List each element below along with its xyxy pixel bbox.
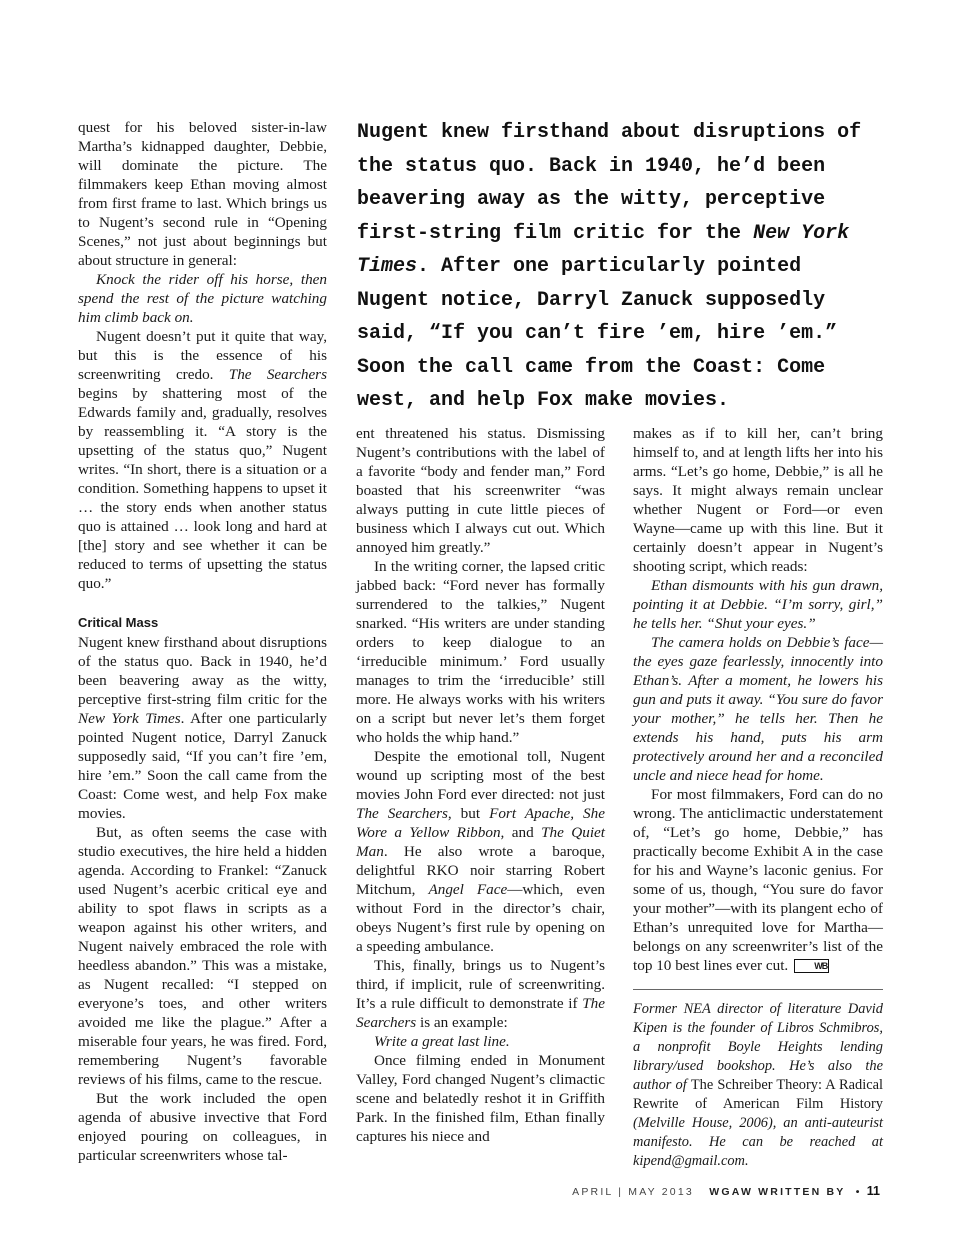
section-subhead: Critical Mass [78,615,159,630]
paragraph: But the work included the open agenda of abusive invective that Ford enjoyed pouring on colleagues, in particular screenwriters whose tal- [78,1090,327,1164]
film-title: The Searchers [356,805,448,822]
book-title: The Schreiber Theory: A Radical Rewrite of American Film History [633,1077,883,1112]
paragraph: This, finally, brings us to Nugent’s third, if implicit, rule of screenwriting. It’s a rule difficult to demonstrate if The Searchers is an example: [356,957,605,1031]
pull-quote-text-2: . After one particularly pointed Nugent notice, Darryl Zanuck supposedly said, “If you can’t fire ’em, hire ’em.” Soon the call came from the Coast: Come west, and help Fox make movies. [357,255,838,412]
paragraph: quest for his beloved sister-in-law Martha’s kidnapped daughter, Debbie, will dominate the picture. The filmmakers keep Ethan moving almost from first frame to last. Which brings us to Nugent’s second rule in “Opening Scenes,” not just about beginnings but about structure in general: [78,119,327,269]
paragraph: ent threatened his status. Dismissing Nugent’s contributions with the label of a favorite “body and fender man,” Ford boasted that his screenwriter “was always putting in cute little pieces of business which I always cut out. Which annoyed him greatly.” [356,425,605,556]
block-quote: Ethan dismounts with his gun drawn, pointing it at Debbie. “I’m sorry, girl,” he tells her. “Shut your eyes.” [633,577,883,632]
block-quote: Write a great last line. [374,1033,510,1050]
pull-quote-text-1: Nugent knew firsthand about disruptions of the status quo. Back in 1940, he’d been beavering away as the witty, perceptive first-string film critic for the [357,121,862,245]
author-bio: Former NEA director of literature David Kipen is the founder of Libros Schmibros, a nonprofit Boyle Heights lending library/used bookshop. He’s also the author of The Schreiber Theory: A Radical Rewrite of American Film History (Melville House, 2006), an anti-auteurist manifesto. He can be reached at kipend@gmail.com. [633,1001,883,1169]
paragraph: Despite the emotional toll, Nugent wound up scripting most of the best movies John Ford ever directed: not just The Searchers, but Fort Apache, She Wore a Yellow Ribbon, and The Quiet Man. He also wrote a baroque, delightful RKO noir starring Robert Mitchum, Angel Face—which, even without Ford in the director’s chair, obeys Nugent’s first rule by opening on a speeding ambulance. [356,748,605,955]
paragraph: For most filmmakers, Ford can do no wrong. The anticlimactic understatement of, “Let’s go home, Debbie,” has practically become Exhibit A in the case for his and Wayne’s laconic genius. For some of us, though, “You sure do favor your mother”—with its plangent echo of Ethan’s unrequited love for Martha—belongs on any screenwriter’s list of the top 10 best lines ever cut. WB [633,786,883,974]
pull-quote [357,116,885,418]
paragraph: Nugent knew firsthand about disruptions of the status quo. Back in 1940, he’d been beavering away as the witty, perceptive first-string film critic for the New York Times. After one particularly pointed Nugent notice, Darryl Zanuck supposedly said, “If you can’t fire ’em, hire ’em.” Soon the call came from the Coast: Come west, and help Fox make movies. [78,634,327,822]
publication-name: WGAW WRITTEN BY [709,1186,846,1198]
film-title: Angel Face [428,881,508,898]
paragraph: But, as often seems the case with studio executives, the hire held a hidden agenda. According to Frankel: “Zanuck used Nugent’s acerbic critical eye and ability to spot flaws in scripts as a weapon against his other writers, and Nugent naively embraced the role with heedless abandon.” This was a mistake, as Nugent recalled: “I stepped on everyone’s toes, and other writers avoided me like the plague.” After a miserable four years, he was fired. Ford, remembering Nugent’s favorable reviews of his films, came to the rescue. [78,824,327,1088]
paragraph: makes as if to kill her, can’t bring himself to, and at length lifts her into his arms. “Let’s go home, Debbie,” is all he says. It might always remain unclear whether Nugent or Ford—or even Wayne—came up with this line. But it certainly doesn’t appear in Nugent’s shooting script, which reads: [633,425,883,575]
page-footer [572,1184,880,1198]
pull-quote-publication-title: New York Times [357,221,850,278]
film-title: Fort Apache, She Wore a Yellow Ribbon, [356,805,605,841]
film-title: The Quiet Man [356,824,605,860]
article-column-1 [78,118,327,1165]
paragraph: Once filming ended in Monument Valley, Ford changed Nugent’s climactic scene and belatedly reshot it in Griffith Park. In the finished film, Ethan finally captures his niece and [356,1052,605,1145]
publication-title: New York Times [78,710,181,727]
article-column-2 [356,424,605,1146]
paragraph: Nugent doesn’t put it quite that way, but this is the essence of his screenwriting credo. The Searchers begins by shattering most of the Edwards family and, gradually, resolves by reassembling it. “A story is the upsetting of the status quo,” Nugent writes. “In short, there is a situation or a condition. Something happens to upset it … the story ends when another status quo is attained … look long and hard at [the] story and see whether it can be reduced to terms of upsetting the status quo.” [78,328,328,592]
article-column-3 [633,424,883,1171]
film-title: The Searchers [228,366,328,383]
paragraph: In the writing corner, the lapsed critic jabbed back: “Ford never has formally surrendered to the talkies,” Nugent snarked. “His writers are under standing orders to keep dialogue to an ‘irreducible minimum.’ Ford usually manages to trim the ‘irreducible’ still more. He always works with his writers on a script but never let’s them forget who holds the whip hand.” [356,558,605,746]
film-title: The Searchers [356,995,605,1031]
end-mark-icon: WB [794,959,829,973]
bullet-separator: • [855,1186,862,1198]
block-quote: Knock the rider off his horse, then spend the rest of the picture watching him climb back on. [78,271,327,326]
issue-date: APRIL | MAY 2013 [572,1186,694,1198]
page-number: 11 [866,1184,880,1198]
block-quote: The camera holds on Debbie’s face—the eyes gaze fearlessly, innocently into Ethan’s. After a moment, he lowers his gun and puts it away. “You sure do favor your mother,” he tells her. Then he extends his hand, puts his arm protectively around her and a reconciled uncle and niece head for home. [633,634,883,784]
divider [633,989,883,990]
